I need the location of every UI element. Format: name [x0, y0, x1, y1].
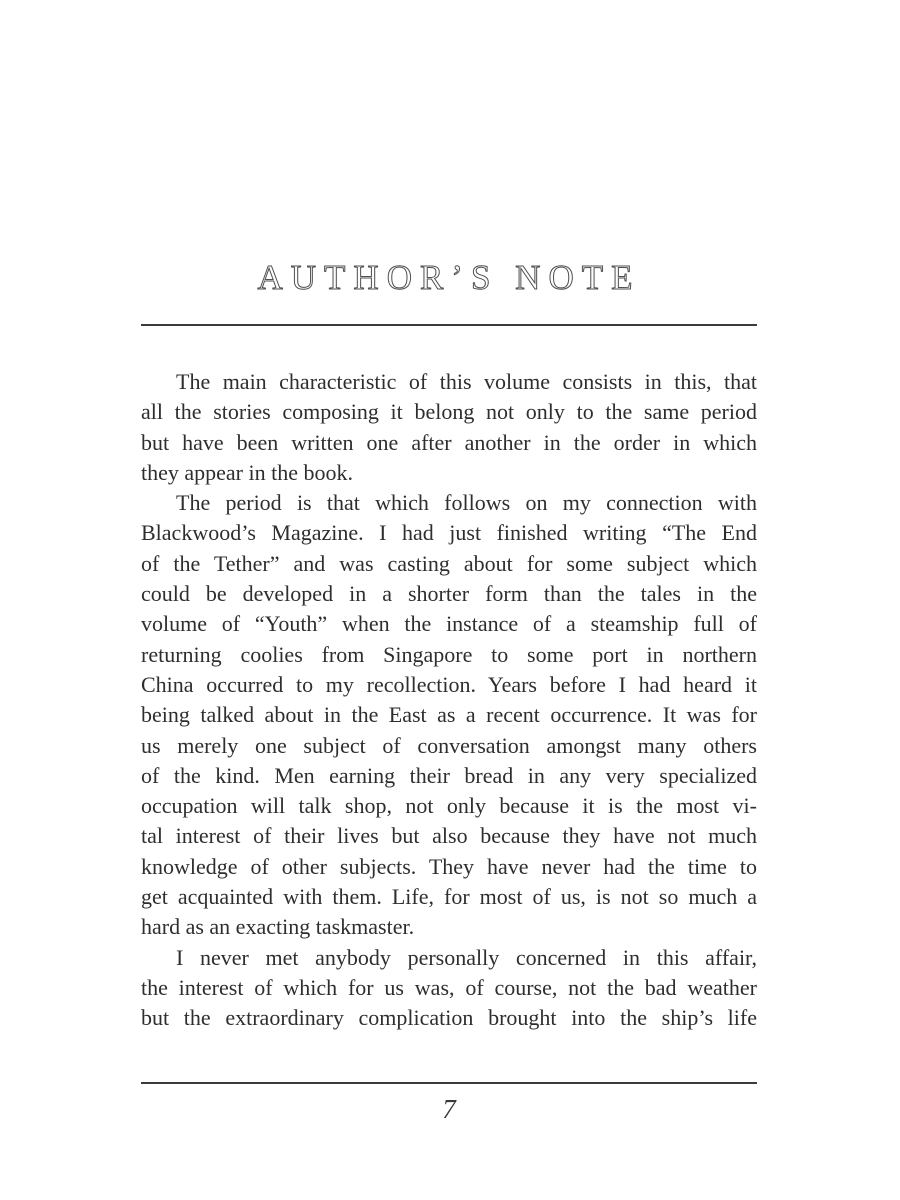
body-line: get acquainted with them. Life, for most of us, is not so much a: [141, 884, 757, 910]
bottom-rule-divider: [141, 1082, 757, 1084]
body-line: knowledge of other subjects. They have never had the time to: [141, 853, 757, 879]
body-line: China occurred to my recollection. Years before I had heard it: [141, 671, 757, 697]
body-line: The period is that which follows on my connection with: [176, 490, 757, 516]
body-line: I never met anybody personally concerned in this affair,: [176, 944, 757, 970]
chapter-title: AUTHOR’S NOTE: [257, 258, 641, 297]
body-text: [141, 367, 757, 1034]
body-line: all the stories composing it belong not only to the same period: [141, 399, 757, 425]
body-line: could be developed in a shorter form than the tales in the: [141, 581, 757, 607]
body-line: they appear in the book.: [141, 459, 353, 485]
body-line: but the extraordinary complication brought into the ship’s life: [141, 1005, 757, 1031]
chapter-title-block: [141, 250, 757, 302]
body-line: the interest of which for us was, of course, not the bad weather: [141, 974, 757, 1000]
body-line: but have been written one after another in the order in which: [141, 429, 757, 455]
body-line: of the Tether” and was casting about for some subject which: [141, 550, 757, 576]
body-line: occupation will talk shop, not only because it is the most vi-: [141, 793, 757, 819]
body-line: being talked about in the East as a recent occurrence. It was for: [141, 702, 757, 728]
chapter-title-art: [141, 250, 757, 302]
body-line: of the kind. Men earning their bread in any very specialized: [141, 762, 757, 788]
top-rule-divider: [141, 324, 757, 326]
body-line: returning coolies from Singapore to some port in northern: [141, 641, 757, 667]
paragraph: [141, 367, 757, 488]
body-line: us merely one subject of conversation amongst many others: [141, 732, 757, 758]
body-line: Blackwood’s Magazine. I had just finished writing “The End: [141, 520, 757, 546]
body-line: tal interest of their lives but also because they have not much: [141, 823, 757, 849]
text-column: [141, 0, 757, 1125]
page-number: 7: [442, 1093, 456, 1124]
body-line: hard as an exacting taskmaster.: [141, 914, 415, 940]
paragraph: [141, 943, 757, 1034]
body-line: volume of “Youth” when the instance of a steamship full of: [141, 611, 757, 637]
body-line: The main characteristic of this volume consists in this, that: [176, 369, 757, 394]
paragraph: [141, 488, 757, 942]
